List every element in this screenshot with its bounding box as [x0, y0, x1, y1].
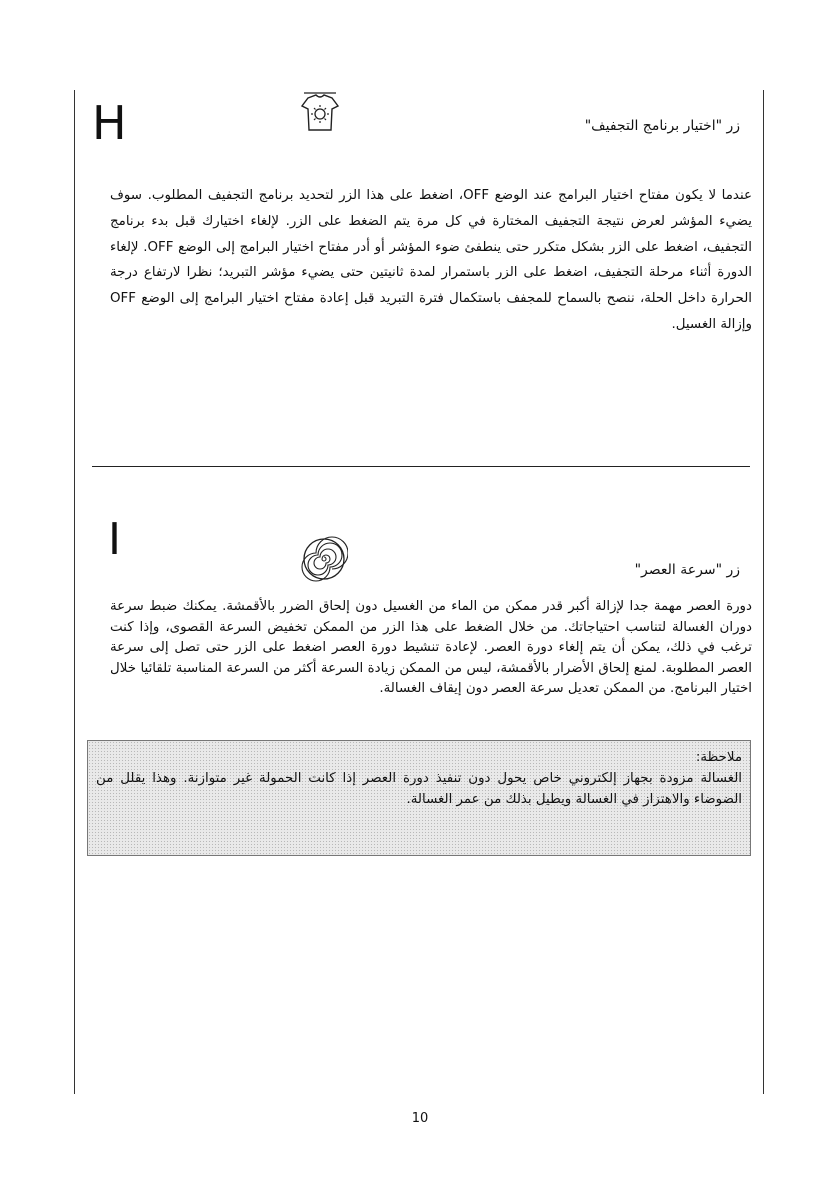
note-box [87, 740, 751, 856]
page-number: 10 [411, 1111, 429, 1126]
right-margin-rule [763, 90, 764, 1094]
drying-shirt-sun-icon [296, 90, 344, 138]
note-body: الغسالة مزودة بجهاز إلكتروني خاص يحول دون تنفيذ دورة العصر إذا كانت الحمولة غير متوازنة. وهذا يقلل من الضوضاء والاهتزاز في الغسالة ويطيل بذلك من عمر الغسالة. [96, 771, 742, 807]
section-letter-h: H [92, 96, 127, 150]
drying-button-description: عندما لا يكون مفتاح اختيار البرامج عند الوضع OFF، اضغط على هذا الزر لتحديد برنامج التجفيف المطلوب. سوف يضيء المؤشر لعرض نتيجة التجفيف المختارة في كل مرة يتم الضغط على الزر. لإلغاء اختيارك قبل بدء برنامج التجفيف، اضغط على الزر بشكل متكرر حتى ينطفئ ضوء المؤشر أو أدر مفتاح اختيار البرامج إلى الوضع OFF. لإلغاء الدورة أثناء مرحلة التجفيف، اضغط على الزر باستمرار لمدة ثانيتين حتى يضيء مؤشر التبريد؛ نظرا لارتفاع درجة الحرارة داخل الحلة، ننصح بالسماح للمجفف باستكمال فترة التبريد قبل إعادة مفتاح اختيار البرامج إلى الوضع OFF وإزالة الغسيل. [110, 188, 752, 332]
spin-spiral-icon [300, 535, 348, 583]
heading-spin-speed-button: زر "سرعة العصر" [634, 562, 740, 578]
section-divider [92, 466, 750, 467]
left-margin-rule [74, 90, 75, 1094]
note-title: ملاحظة: [695, 750, 742, 765]
section-letter-i: I [108, 514, 121, 565]
heading-drying-button: زر "اختيار برنامج التجفيف" [584, 118, 740, 134]
spin-speed-description: دورة العصر مهمة جدا لإزالة أكبر قدر ممكن من الماء من الغسيل دون إلحاق الضرر بالأقمشة. يمكنك ضبط سرعة دوران الغسالة لتناسب احتياجاتك. من خلال الضغط على هذا الزر من الممكن تخفيض السرعة القصوى، وإذا كنت ترغب في ذلك، يمكن أن يتم إلغاء دورة العصر. لإعادة تنشيط دورة العصر اضغط على الزر حتى تصل إلى سرعة العصر المطلوبة. لمنع إلحاق الأضرار بالأقمشة، ليس من الممكن زيادة السرعة أكثر من السرعة المناسبة تلقائيا خلال اختيار البرنامج. من الممكن تعديل سرعة العصر دون إيقاف الغسالة. [110, 599, 752, 696]
